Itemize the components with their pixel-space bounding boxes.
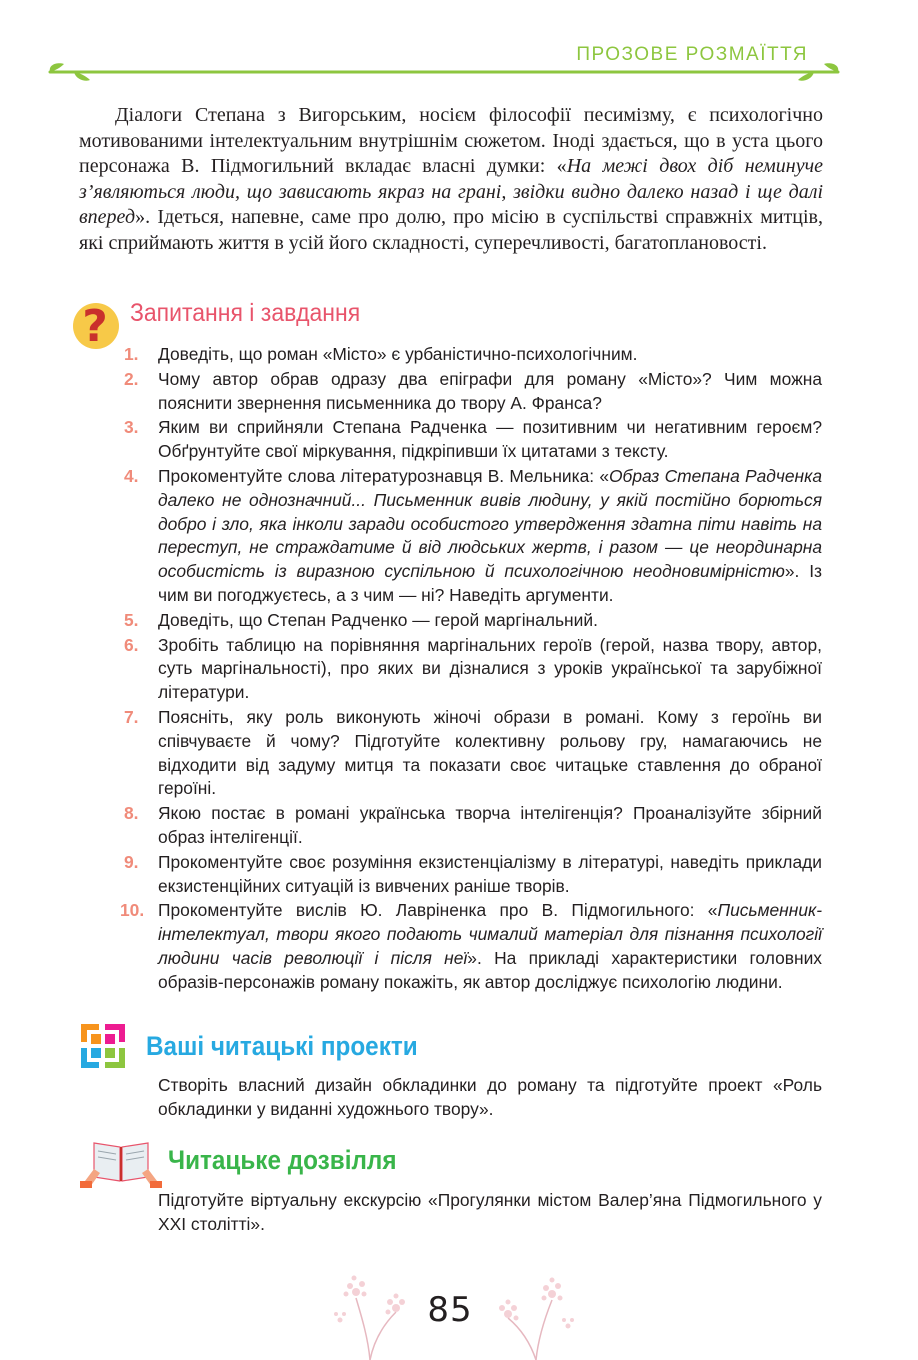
puzzle-squares-icon [79,1022,127,1070]
question-mark-icon [70,297,122,351]
task-item [120,851,822,899]
task-text: Зробіть таблицю на порівняння маргінальних героїв (герой, назва твору, автор, суть маргінальності), про яких ви дізналися з уроків української та зарубіжної літератури. [158,634,822,703]
task-item [120,609,822,633]
svg-text:?: ? [82,301,108,351]
task-item [120,706,822,801]
task-number: 1. [124,344,139,364]
page-number: 85 [427,1290,473,1330]
projects-title: Ваші читацькі проекти [146,1031,418,1061]
task-list [120,343,822,996]
task-number: 7. [124,706,139,727]
task-item [120,416,822,464]
task-item [120,368,822,416]
intro-text-after: ». Ідеться, напевне, саме про долю, про місію в суспільстві справжніх митців, які сприймають життя в усій його складності, суперечливості, багатоплановості. [79,206,823,254]
task-number: 10. [120,900,145,921]
task-number: 4. [124,465,139,486]
task-number: 8. [124,803,139,824]
task-number: 5. [124,609,139,630]
task-item [120,634,822,705]
task-item [120,343,822,367]
intro-text-before: Діалоги Степана з Вигорським, носієм філософії песимізму, є психологічно мотивованими інтелектуальним внутрішнім сюжетом. Іноді здається, що в уста цього персонажа В. Підмогильний вкладає власні думки: « [79,104,823,177]
task-text: Прокоментуйте своє розуміння екзистенціалізму в літературі, наведіть приклади екзистенційних ситуацій із вивчених раніше творів. [158,851,822,896]
questions-title: Запитання і завдання [130,299,361,327]
task-item [120,899,822,994]
task-text-after: ». На прикладі характеристики головних образів-персонажів роману покажіть, як автор досліджує психологію людини. [158,947,822,992]
leisure-text: Підготуйте віртуальну екскурсію «Прогулянки містом Валер’яна Підмогильного у ХХІ столітті». [158,1190,822,1234]
intro-quote: На межі двох діб неминуче з’являються люди, що зависають якраз на грані, звідки видно далеко назад і ще далі вперед [79,155,823,228]
task-text-before: Прокоментуйте слова літературознавця В. Мельника: « [158,465,610,486]
task-text: Доведіть, що роман «Місто» є урбаністично-психологічним. [158,344,638,364]
task-text-before: Прокоментуйте вислів Ю. Лавріненка про В. Підмогильного: « [158,900,718,921]
task-text: Чому автор обрав одразу два епіграфи для роману «Місто»? Чим можна пояснити звернення письменника до твору А. Франса? [158,368,822,413]
task-quote: Образ Степана Радченка далеко не однозначний... Письменник вивів людину, у якій постійно борються добро і зло, яка інколи заради особистого утвердження здатна піти навіть на переступ, не страждатиме й від людських жертв, і разом — це неординарна особистість із виразною суспільною й психологічною неодновимірністю [158,465,822,582]
task-item [120,465,822,608]
task-text: Поясніть, яку роль виконують жіночі образи в романі. Кому з героїнь ви співчуваєте й чому? Підготуйте колективну рольову гру, намагаючись не відходити від задуму митця та показати своє читацьке ставлення до обраної героїні. [158,706,822,799]
task-text: Яким ви сприйняли Степана Радченка — позитивним чи негативним героєм? Обґрунтуйте свої міркування, підкріпивши їх цитатами з тексту. [158,417,822,462]
intro-paragraph [79,103,823,256]
task-text-after: ». Із чим ви погоджуєтесь, а з чим — ні? Наведіть аргументи. [158,561,823,605]
task-number: 6. [124,634,139,655]
open-book-hands-icon [80,1133,162,1188]
task-quote: Письменник-інтелектуал, твори якого подають чималий матеріал для пізнання психології людини часів революції і після неї [158,900,822,968]
task-number: 2. [124,368,139,389]
running-header: ПРОЗОВЕ РОЗМАЇТТЯ [576,44,808,65]
task-item [120,802,822,850]
vine-divider-icon [44,60,844,86]
task-number: 3. [124,417,139,438]
task-text: Якою постає в романі українська творча інтелігенція? Проаналізуйте збірний образ інтелігенції. [158,803,822,847]
task-text: Доведіть, що Степан Радченко — герой маргінальний. [158,609,598,630]
leisure-title: Читацьке дозвілля [168,1145,397,1175]
projects-text: Створіть власний дизайн обкладинки до роману та підготуйте проект «Роль обкладинки у виданні художнього твору». [158,1075,822,1119]
task-number: 9. [124,851,139,872]
